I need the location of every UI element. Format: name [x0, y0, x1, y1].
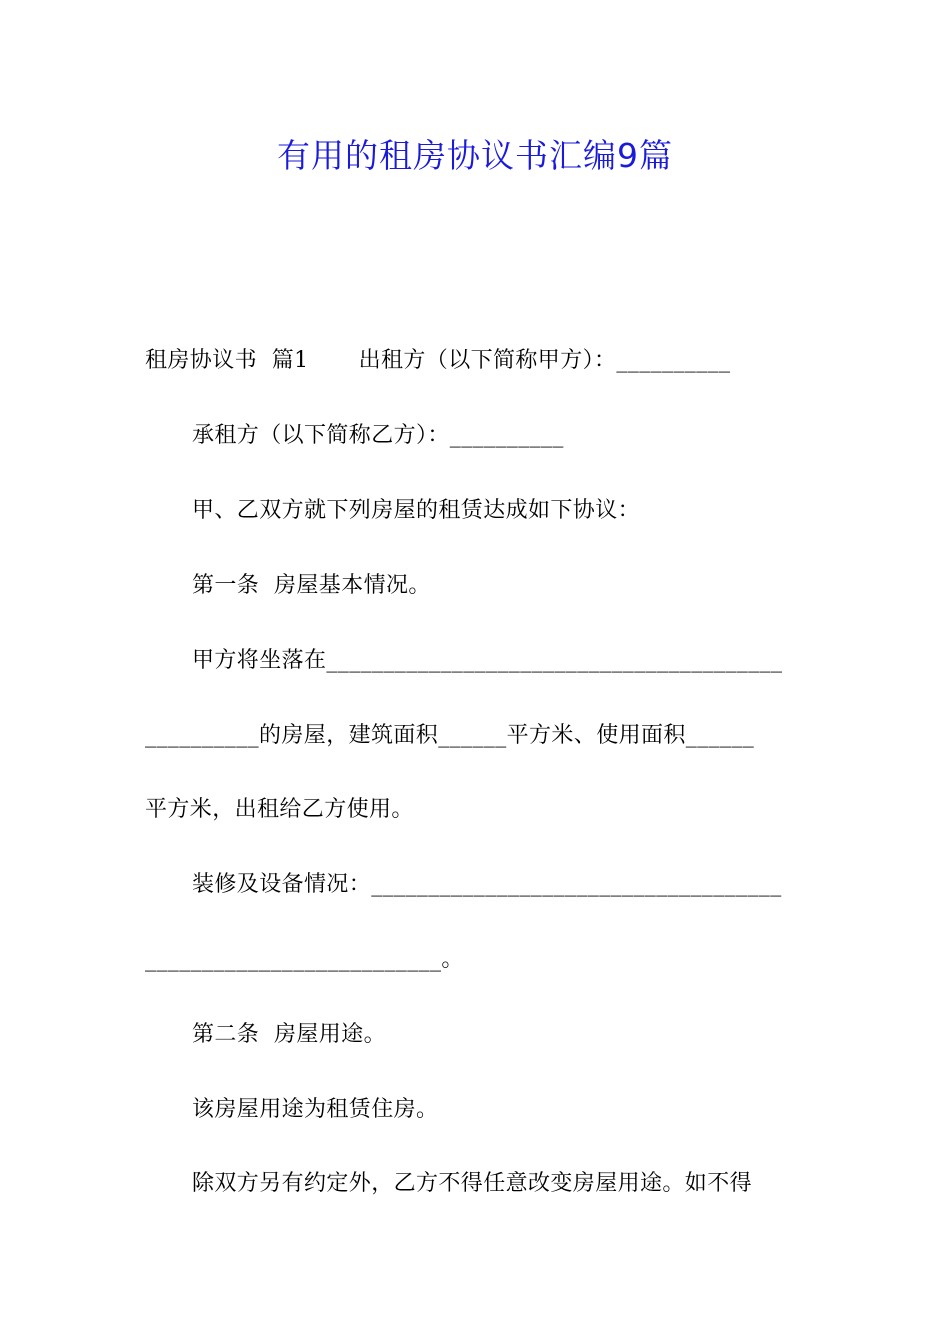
- article-2-heading: 第二条 房屋用途。: [192, 1022, 386, 1047]
- property-location-line: 甲方将坐落在________________________________________: [192, 648, 783, 673]
- decoration-continued-line: __________________________。: [145, 947, 464, 972]
- property-rental-line: 平方米，出租给乙方使用。: [145, 797, 414, 822]
- property-area-line: __________的房屋，建筑面积______平方米、使用面积______: [145, 723, 755, 748]
- agreement-intro: 甲、乙双方就下列房屋的租赁达成如下协议：: [192, 498, 641, 523]
- paragraph-line-1: [145, 346, 825, 376]
- decoration-line: 装修及设备情况：____________________________________: [192, 872, 782, 897]
- usage-restriction-line: 除双方另有约定外，乙方不得任意改变房屋用途。如不得: [192, 1171, 753, 1196]
- usage-line: 该房屋用途为租赁住房。: [192, 1097, 439, 1122]
- article-1-heading: 第一条 房屋基本情况。: [192, 573, 431, 598]
- document-title: 有用的租房协议书汇编9篇: [277, 136, 673, 175]
- lessee-line: 承租方（以下简称乙方）：__________: [192, 423, 564, 448]
- section-label: 租房协议书 篇1: [145, 348, 309, 373]
- lessor-line: 出租方（以下简称甲方）：__________: [358, 348, 731, 373]
